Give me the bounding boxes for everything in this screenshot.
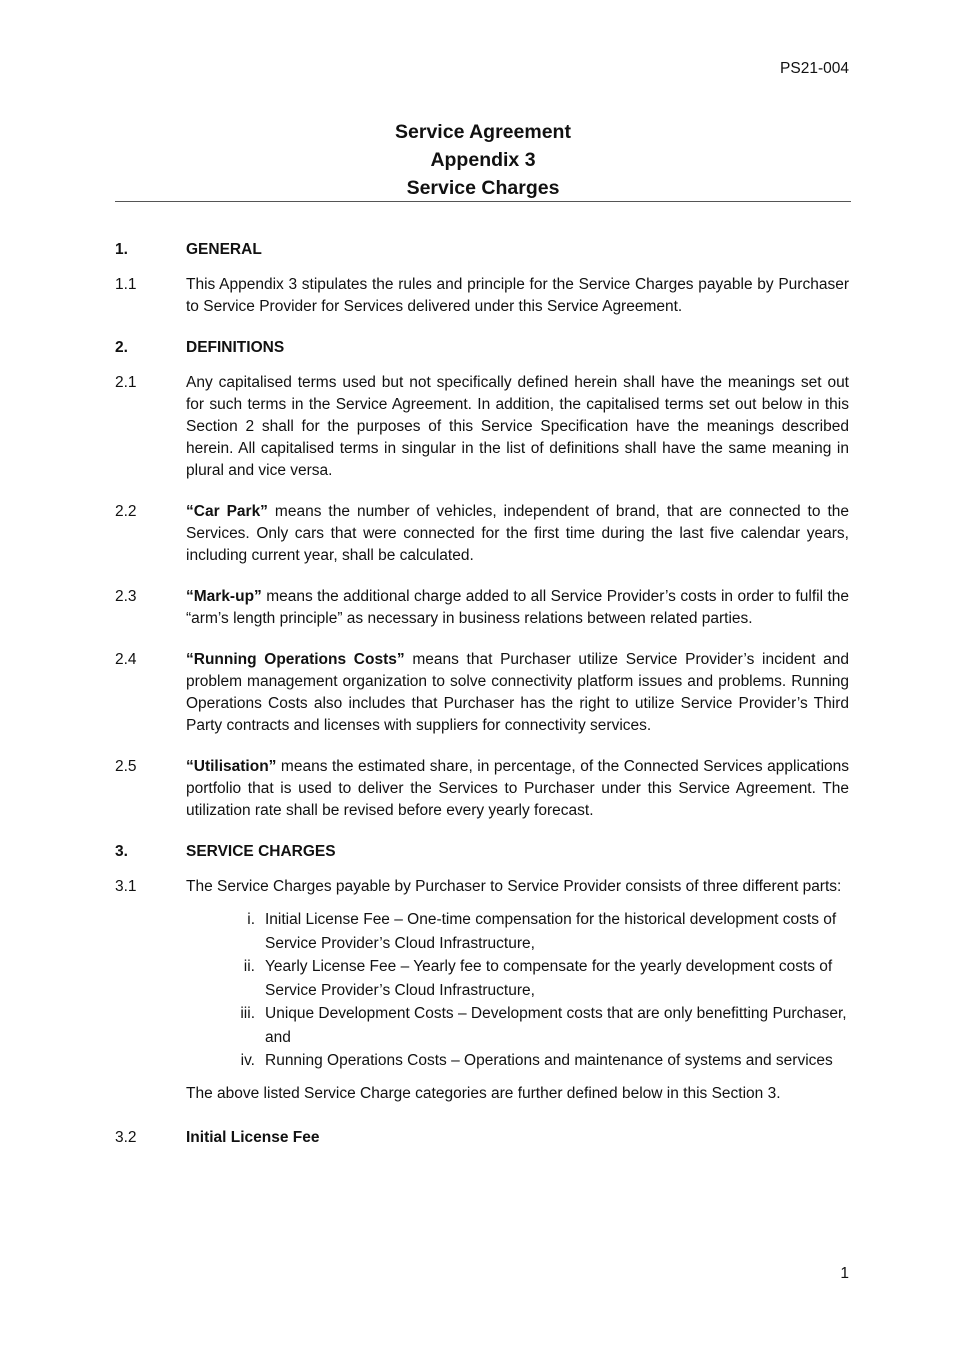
section-heading-service-charges bbox=[115, 841, 849, 863]
list-item bbox=[225, 1049, 849, 1073]
clause-2-1 bbox=[115, 372, 849, 482]
defined-term: “Running Operations Costs” bbox=[186, 651, 405, 668]
section-number: 2. bbox=[115, 339, 128, 356]
page-number: 1 bbox=[840, 1265, 849, 1282]
clause-2-5 bbox=[115, 756, 849, 822]
clause-body bbox=[186, 501, 849, 567]
section-number: 3. bbox=[115, 843, 128, 860]
title-line-2: Appendix 3 bbox=[430, 149, 536, 171]
document-body bbox=[115, 239, 849, 1168]
title-line-1: Service Agreement bbox=[395, 121, 571, 143]
definition-text: means the additional charge added to all Service Provider’s costs in order to fulfil the “arm’s length principle” as necessary in business relations between related parties. bbox=[186, 588, 849, 627]
clause-number: 2.5 bbox=[115, 758, 137, 775]
clause-3-2 bbox=[115, 1127, 849, 1149]
document-reference: PS21-004 bbox=[780, 60, 849, 77]
list-item-text: Unique Development Costs – Development costs that are only benefitting Purchaser, and bbox=[265, 1005, 847, 1046]
clause-text: This Appendix 3 stipulates the rules and principle for the Service Charges payable by Purchaser to Service Provider for Services delivered under this Service Agreement. bbox=[186, 276, 849, 315]
title-divider bbox=[115, 201, 851, 202]
list-item-number: ii. bbox=[243, 958, 255, 975]
clause-number: 3.2 bbox=[115, 1128, 137, 1146]
definition-text: means that Purchaser utilize Service Provider’s incident and problem management organization to solve connectivity platform issues and problems. Running Operations Costs also includes that Purchaser has the right to utilize Service Provider’s Third Party contracts and licenses with suppliers for connectivity services. bbox=[186, 651, 849, 734]
clause-2-4 bbox=[115, 649, 849, 737]
clause-body bbox=[186, 649, 849, 737]
clause-number: 3.1 bbox=[115, 878, 137, 895]
list-item-number: i. bbox=[247, 911, 255, 928]
clause-2-2 bbox=[115, 501, 849, 567]
defined-term: “Car Park” bbox=[186, 503, 268, 520]
list-item bbox=[225, 908, 849, 955]
clause-number: 2.3 bbox=[115, 588, 137, 605]
section-heading-definitions bbox=[115, 337, 849, 359]
subsection-title: Initial License Fee bbox=[186, 1128, 320, 1146]
clause-number: 2.1 bbox=[115, 374, 137, 391]
list-item bbox=[225, 1002, 849, 1049]
list-item-number: iv. bbox=[240, 1052, 255, 1069]
section-heading-general bbox=[115, 239, 849, 261]
charge-category-list bbox=[225, 908, 849, 1073]
section-title: SERVICE CHARGES bbox=[186, 843, 336, 860]
clause-1-1 bbox=[115, 274, 849, 318]
section-number: 1. bbox=[115, 241, 128, 258]
section-title: GENERAL bbox=[186, 241, 262, 258]
document-title bbox=[115, 118, 851, 202]
clause-3-1 bbox=[115, 876, 849, 898]
clause-number: 2.4 bbox=[115, 651, 137, 668]
clause-3-1-closing-text: The above listed Service Charge categories are further defined below in this Section 3. bbox=[186, 1084, 781, 1102]
definition-text: means the estimated share, in percentage, of the Connected Services applications portfolio that is used to deliver the Services to Purchaser under this Service Agreement. The utilization rate shall be revised before every yearly forecast. bbox=[186, 758, 849, 819]
list-item bbox=[225, 955, 849, 1002]
defined-term: “Utilisation” bbox=[186, 758, 277, 775]
title-line-3: Service Charges bbox=[406, 177, 560, 199]
defined-term: “Mark-up” bbox=[186, 588, 262, 605]
list-item-text: Running Operations Costs – Operations and maintenance of systems and services bbox=[265, 1052, 833, 1069]
clause-body bbox=[186, 756, 849, 822]
clause-text: Any capitalised terms used but not specifically defined herein shall have the meanings set out for such terms in the Service Agreement. In addition, the capitalised terms set out below in this Section 2 shall for the purposes of this Service Specification have the meanings described herein. All capitalised terms in singular in the list of definitions shall have the same meaning in plural and vice versa. bbox=[186, 374, 849, 479]
clause-body bbox=[186, 586, 849, 630]
section-title: DEFINITIONS bbox=[186, 339, 285, 356]
list-item-number: iii. bbox=[240, 1005, 255, 1022]
list-item-text: Initial License Fee – One-time compensation for the historical development costs of Service Provider’s Cloud Infrastructure, bbox=[265, 911, 837, 952]
list-item-text: Yearly License Fee – Yearly fee to compensate for the yearly development costs of Service Provider’s Cloud Infrastructure, bbox=[265, 958, 833, 999]
definition-text: means the number of vehicles, independent of brand, that are connected to the Services. Only cars that were connected for the first time during the last five calendar years, including current year, shall be calculated. bbox=[186, 503, 849, 564]
clause-2-3 bbox=[115, 586, 849, 630]
clause-number: 2.2 bbox=[115, 503, 137, 520]
clause-number: 1.1 bbox=[115, 276, 137, 293]
clause-text: The Service Charges payable by Purchaser to Service Provider consists of three different parts: bbox=[186, 878, 842, 895]
